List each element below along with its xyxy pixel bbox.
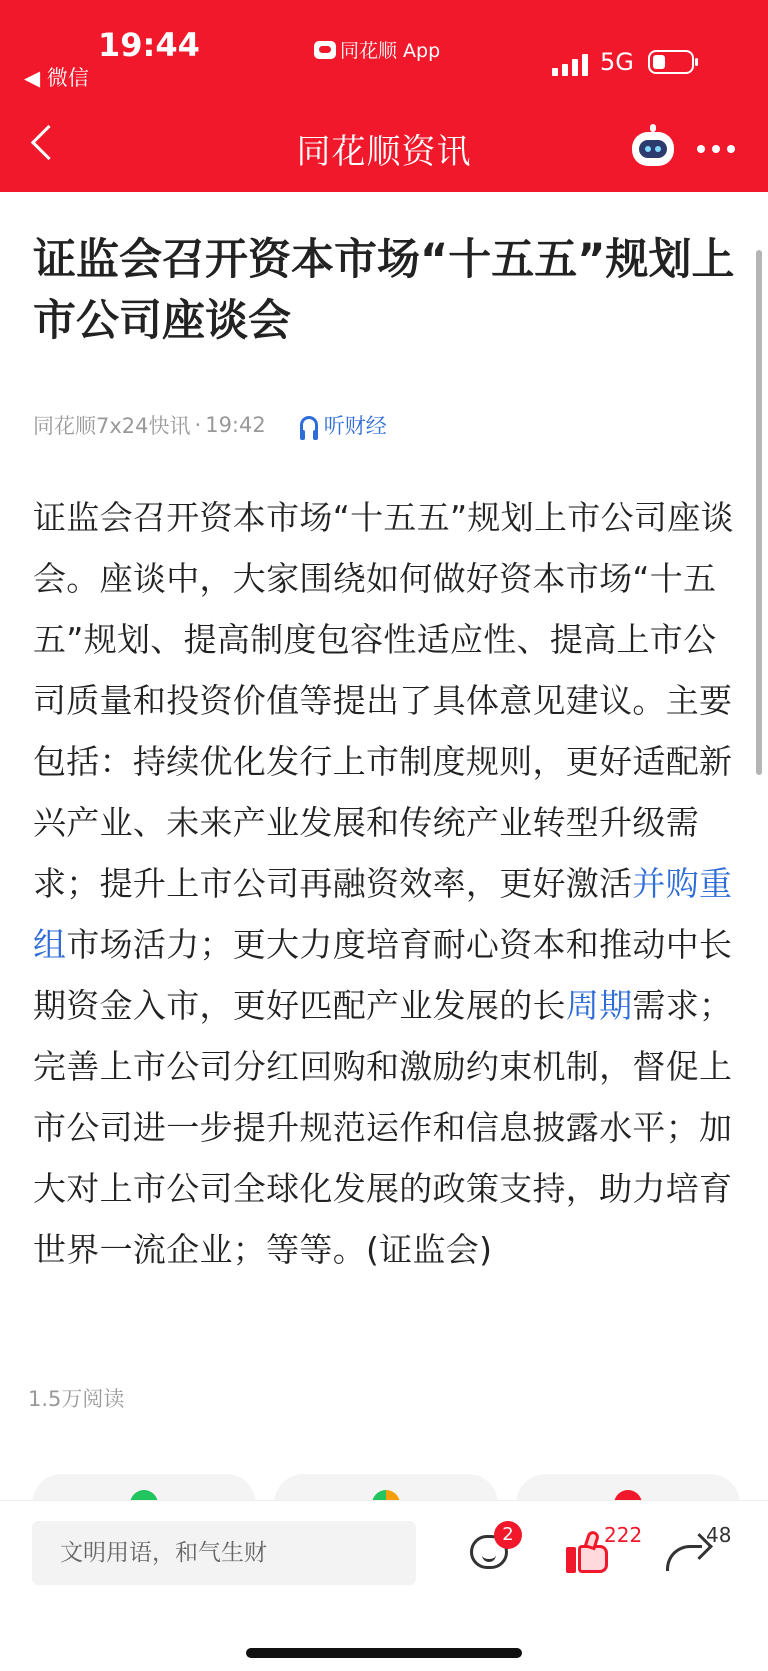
signal-icon [552, 54, 588, 76]
app-logo-icon [314, 41, 336, 59]
meta-separator: · [194, 413, 202, 437]
share-count: 48 [706, 1523, 732, 1547]
body-text-3: 需求；完善上市公司分红回购和激励约束机制，督促上市公司进一步提升规范运作和信息披露水平；加大对上市公司全球化发展的政策支持，助力培育世界一流企业；等等。(证监会) [33, 986, 733, 1269]
article-title: 证监会召开资本市场“十五五”规划上市公司座谈会 [33, 235, 735, 346]
share-icon[interactable] [664, 1535, 710, 1575]
app-header [0, 0, 768, 192]
status-time: 19:44 [98, 26, 200, 64]
listen-button[interactable] [300, 410, 387, 440]
assistant-robot-icon[interactable] [630, 124, 676, 168]
back-to-wechat[interactable]: ◀ 微信 [24, 66, 89, 90]
page-title: 同花顺资讯 [296, 132, 472, 172]
article-source: 同花顺7x24快讯 [33, 414, 191, 438]
source-app [314, 36, 440, 63]
home-indicator[interactable] [246, 1648, 522, 1658]
comment-input[interactable]: 文明用语，和气生财 [32, 1521, 416, 1585]
stock-tag-cycle[interactable]: 周期 [565, 986, 633, 1025]
scrollbar[interactable] [756, 250, 762, 775]
source-app-label: 同花顺 App [340, 40, 441, 62]
stock-tag-merger[interactable]: 并购重组 [33, 864, 733, 964]
like-count: 222 [604, 1523, 643, 1547]
headphone-icon [300, 416, 318, 434]
article-body [33, 487, 741, 1280]
bottom-action-bar [0, 1500, 768, 1671]
battery-icon [648, 50, 694, 74]
listen-label: 听财经 [323, 414, 387, 438]
network-type: 5G [600, 48, 634, 76]
article-time: 19:42 [205, 413, 266, 437]
more-icon[interactable] [697, 145, 735, 153]
comment-count-badge: 2 [494, 1521, 522, 1549]
body-text-1: 证监会召开资本市场“十五五”规划上市公司座谈会。座谈中，大家围绕如何做好资本市场“十五五”规划、提高制度包容性适应性、提高上市公司质量和投资价值等提出了具体意见建议。主要包括：持续优化发行上市制度规则，更好适配新兴产业、未来产业发展和传统产业转型升级需求；提升上市公司再融资效率，更好激活 [33, 498, 734, 903]
article-meta [33, 410, 387, 440]
read-count: 1.5万阅读 [28, 1387, 125, 1411]
body-text-2: 市场活力；更大力度培育耐心资本和推动中长期资金入市，更好匹配产业发展的长 [33, 925, 733, 1025]
